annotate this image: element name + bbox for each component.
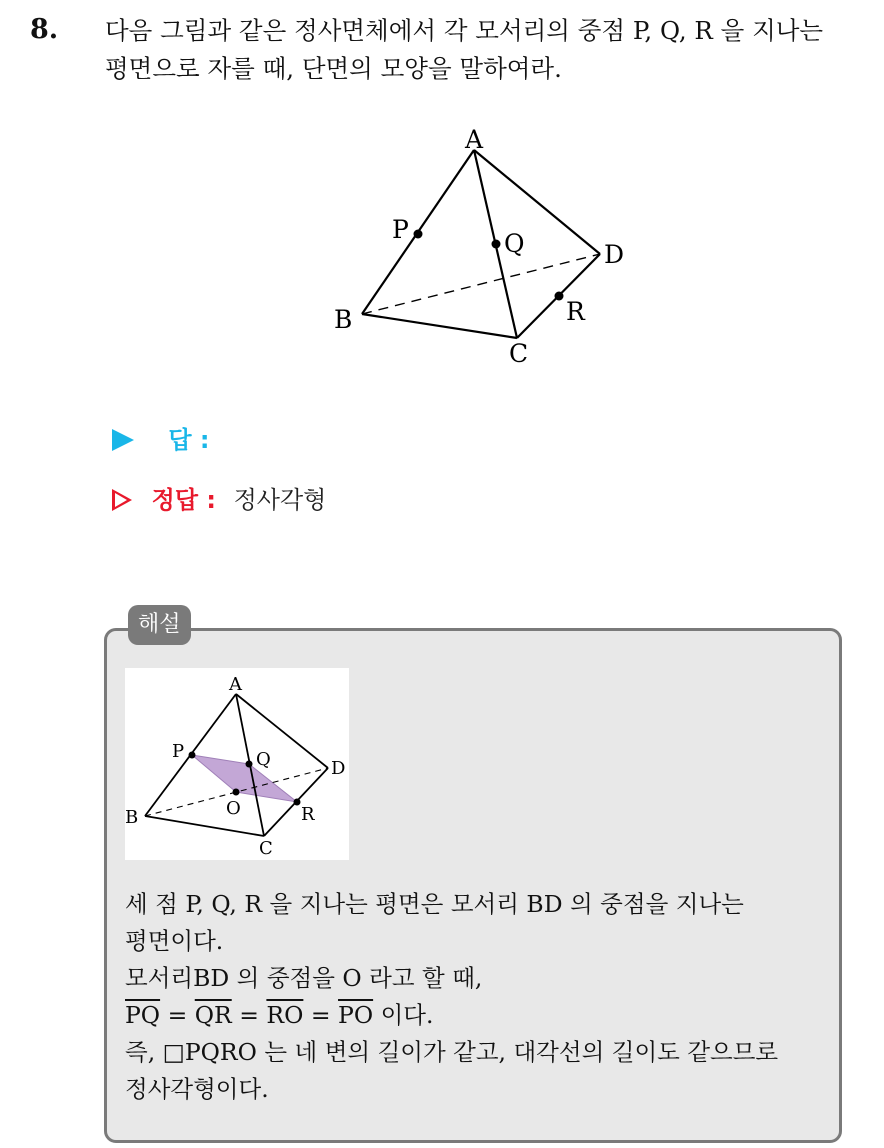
segment-QR: $\overline{QR}$ — [194, 1001, 232, 1029]
correct-value: 정사각형 — [233, 486, 327, 514]
label-D-2: D — [331, 758, 346, 779]
segment-PO: $\overline{PO}$ — [338, 1001, 374, 1029]
label-P: P — [392, 215, 409, 244]
segment-PQ: $\overline{PQ}$ — [125, 1001, 161, 1029]
explanation-tag: 해설 — [128, 605, 191, 645]
point-Q-2 — [246, 761, 253, 768]
explanation-line-6: 정사각형이다. — [125, 1075, 269, 1103]
edge-AD — [474, 150, 600, 254]
correct-label: 정답 : — [151, 486, 216, 514]
label-P-2: P — [172, 741, 185, 762]
explanation-line-1: 세 점 P, Q, R 을 지나는 평면은 모서리 BD 의 중점을 지나는 — [125, 890, 744, 918]
label-Q-2: Q — [256, 749, 271, 770]
point-O-2 — [233, 789, 240, 796]
equals-2: = — [239, 1001, 259, 1029]
point-P — [414, 230, 423, 239]
label-O-2: O — [226, 798, 241, 819]
play-triangle-icon — [112, 429, 134, 451]
label-A: A — [465, 125, 484, 154]
label-A-2: A — [229, 674, 242, 695]
explanation-line-2: 평면이다. — [125, 927, 224, 955]
explanation-equation — [125, 997, 830, 1034]
section-figure — [125, 668, 349, 860]
explanation-text — [125, 886, 830, 1108]
point-Q — [492, 240, 501, 249]
equals-3: = — [310, 1001, 331, 1029]
question-number: 8. — [30, 14, 59, 45]
question-line-2: 평면으로 자를 때, 단면의 모양을 말하여라. — [105, 54, 562, 83]
point-R-2 — [294, 799, 301, 806]
question-text — [105, 12, 875, 88]
tetrahedron-figure — [320, 118, 640, 380]
label-C-2: C — [259, 838, 273, 859]
label-R: R — [566, 297, 585, 326]
question-line-1: 다음 그림과 같은 정사면체에서 각 모서리의 중점 P, Q, R 을 지나는 — [105, 16, 824, 45]
segment-RO: $\overline{RO}$ — [266, 1001, 304, 1029]
label-B: B — [334, 305, 353, 334]
label-D: D — [604, 240, 625, 269]
point-P-2 — [189, 752, 196, 759]
label-Q: Q — [504, 229, 525, 258]
correct-answer-row — [112, 480, 326, 515]
equation-tail: 이다. — [380, 1001, 434, 1029]
answer-label: 답 : — [168, 426, 210, 454]
edge-BC — [362, 314, 517, 338]
label-R-2: R — [301, 804, 315, 825]
explanation-line-5: 즉, □PQRO 는 네 변의 길이가 같고, 대각선의 길이도 같으므로 — [125, 1038, 779, 1066]
equals-1: = — [167, 1001, 188, 1029]
outline-triangle-icon — [112, 489, 132, 511]
label-C: C — [509, 339, 529, 368]
answer-row — [112, 420, 210, 455]
explanation-line-3: 모서리BD 의 중점을 O 라고 할 때, — [125, 964, 483, 992]
point-R — [555, 292, 564, 301]
label-B-2: B — [125, 807, 139, 828]
